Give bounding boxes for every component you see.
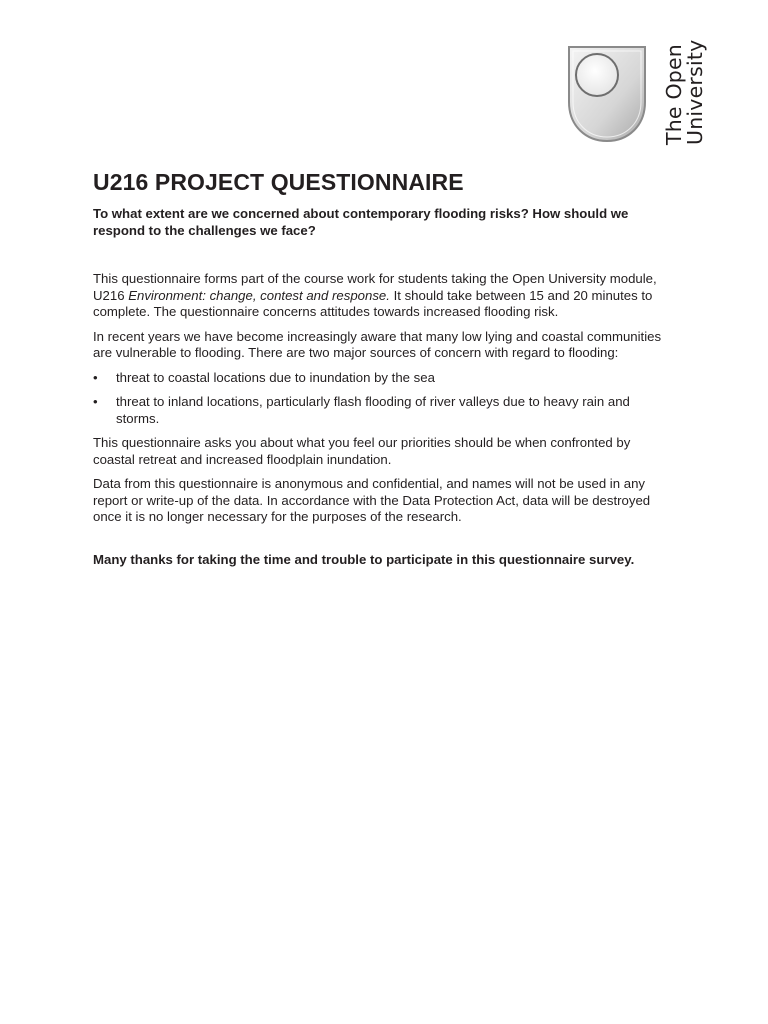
intro-text-after: It should take between 15 and 20 minutes to complete. The questionnaire concerns attitudes towards increased flooding risk. (93, 287, 653, 319)
logo-line-2: University (683, 39, 707, 145)
closing-thanks: Many thanks for taking the time and trouble to participate in this questionnaire survey. (93, 551, 635, 567)
concern-list (93, 370, 663, 428)
list-item (93, 370, 663, 387)
confidentiality-paragraph: Data from this questionnaire is anonymous and confidential, and names will not be used in any report or write-up of the data. In accordance with the Data Protection Act, data will be destroyed once it is no longer necessary for the purposes of the research. (93, 476, 651, 524)
logo-line-1: The Open (662, 44, 686, 145)
document-body (93, 271, 663, 576)
intro-paragraph (93, 271, 663, 321)
open-university-wordmark (664, 40, 706, 145)
list-item-text: threat to coastal locations due to inundation by the sea (116, 369, 435, 385)
bullet-icon: • (93, 369, 98, 385)
bullet-icon: • (93, 394, 98, 409)
list-item-text: threat to inland locations, particularly flash flooding of river valleys due to heavy rain and storms. (116, 394, 630, 426)
intro-text-before: This questionnaire forms part of the course work for students taking the Open University module, U216 (93, 271, 657, 303)
list-item (93, 394, 663, 427)
research-question: To what extent are we concerned about contemporary flooding risks? How should we respond to the challenges we face? (93, 206, 629, 238)
open-university-shield-logo (566, 44, 648, 144)
module-title: Environment: change, contest and response. (128, 287, 390, 303)
page-title: U216 PROJECT QUESTIONNAIRE (93, 169, 464, 195)
priorities-paragraph: This questionnaire asks you about what you feel our priorities should be when confronted by coastal retreat and increased floodplain inundation. (93, 435, 631, 467)
context-paragraph: In recent years we have become increasingly aware that many low lying and coastal communities are vulnerable to flooding. There are two major sources of concern with regard to flooding: (93, 328, 662, 360)
